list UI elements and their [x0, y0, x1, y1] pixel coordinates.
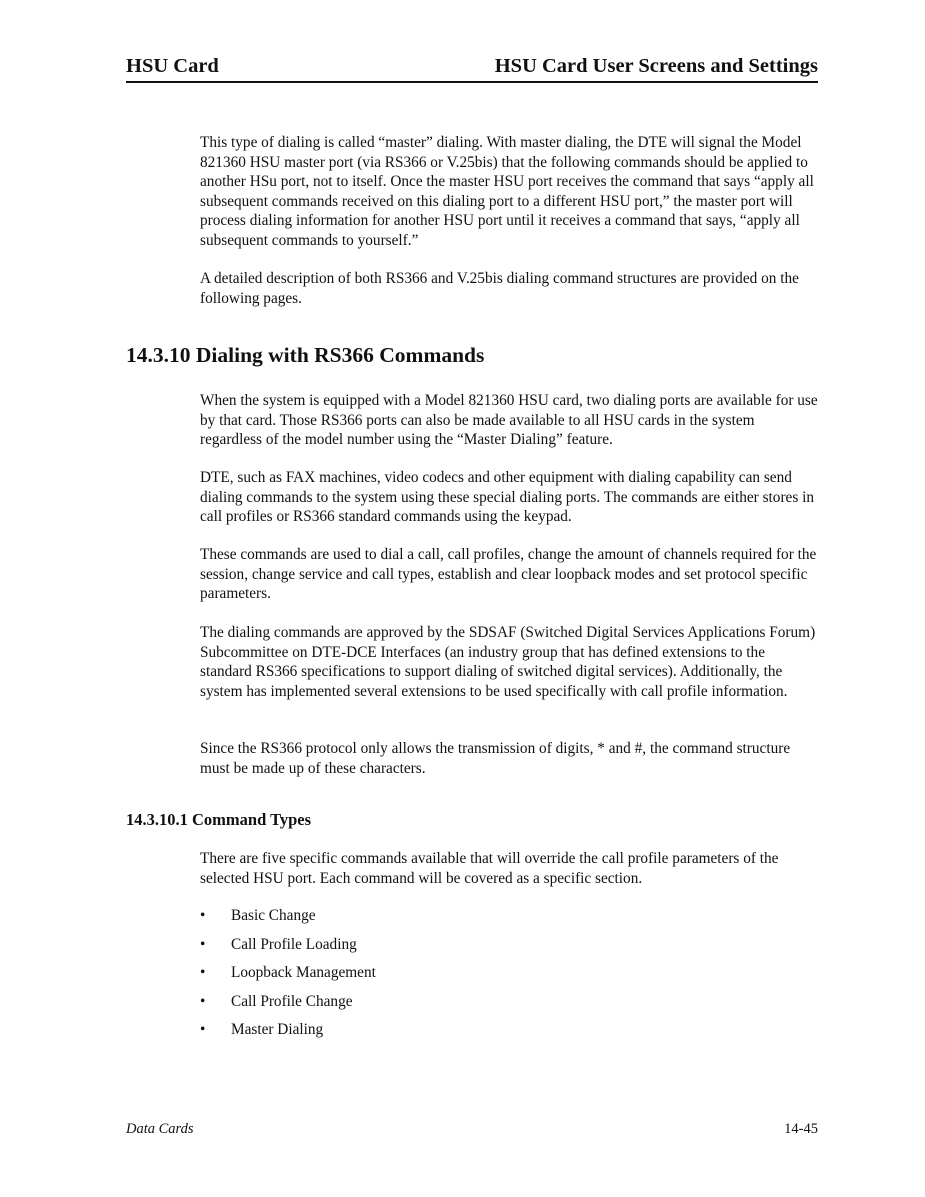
- section-text-1: When the system is equipped with a Model 821360 HSU card, two dialing ports are available for use by that card. Those RS366 ports can also be made available to all HSU cards in the system regardless of the model number using the “Master Dialing” feature.: [200, 392, 818, 449]
- section-paragraph-1: [200, 391, 818, 450]
- footer-page-number: 14-45: [784, 1121, 818, 1137]
- header-left-title: HSU Card: [126, 55, 219, 77]
- section-heading: 14.3.10 Dialing with RS366 Commands: [126, 343, 485, 367]
- bullet-icon: •: [200, 907, 206, 924]
- intro-text-1: This type of dialing is called “master” dialing. With master dialing, the DTE will signal the Model 821360 HSU master port (via RS366 or V.25bis) that the following commands should be applied to another HSu port, not to itself. Once the master HSU port receives the command that says “apply all subsequent commands received on this dialing port to a different HSU port,” the master port will process dialing information for another HSU port until it receives a command that says, “apply all subsequent commands to yourself.”: [200, 134, 814, 249]
- intro-paragraph-1: [200, 133, 818, 251]
- page-header: [126, 55, 818, 83]
- section-paragraph-5: [200, 739, 818, 778]
- section-text-2: DTE, such as FAX machines, video codecs and other equipment with dialing capability can send dialing commands to the system using these special dialing ports. The commands are either stores in call profiles or RS366 standard commands using the keypad.: [200, 469, 815, 526]
- section-text-4: The dialing commands are approved by the SDSAF (Switched Digital Services Applications Forum) Subcommittee on DTE-DCE Interfaces (an industry group that has defined extensions to the standard RS366 specifications to support dialing of switched digital services). Additionally, the system has implemented several extensions to be used specifically with call profile information.: [200, 624, 816, 700]
- section-paragraph-2: [200, 468, 818, 527]
- subsection-paragraph-1: [200, 849, 818, 888]
- section-text-3: These commands are used to dial a call, call profiles, change the amount of channels required for the session, change service and call types, establish and clear loopback modes and set protocol specific parameters.: [200, 546, 817, 603]
- section-paragraph-4: [200, 623, 818, 701]
- list-item-label: Loopback Management: [231, 964, 376, 981]
- list-item: [200, 964, 376, 993]
- section-paragraph-3: [200, 545, 818, 604]
- bullet-icon: •: [200, 964, 206, 981]
- list-item: [200, 993, 376, 1022]
- intro-text-2: A detailed description of both RS366 and V.25bis dialing command structures are provided on the following pages.: [200, 270, 799, 307]
- list-item: [200, 907, 376, 936]
- header-right-title: HSU Card User Screens and Settings: [494, 55, 818, 77]
- bullet-icon: •: [200, 935, 206, 953]
- list-item-label: Call Profile Loading: [231, 935, 357, 953]
- list-item-label: Basic Change: [231, 907, 316, 924]
- section-text-5: Since the RS366 protocol only allows the transmission of digits, * and #, the command structure must be made up of these characters.: [200, 740, 791, 777]
- bullet-icon: •: [200, 992, 206, 1010]
- list-item-label: Call Profile Change: [231, 992, 353, 1010]
- list-item: [200, 936, 376, 965]
- list-item-label: Master Dialing: [231, 1021, 324, 1038]
- intro-paragraph-2: [200, 269, 818, 308]
- bullet-icon: •: [200, 1021, 206, 1038]
- footer-section-name: Data Cards: [126, 1121, 194, 1137]
- subsection-heading: 14.3.10.1 Command Types: [126, 810, 312, 829]
- list-item: [200, 1021, 376, 1050]
- subsection-text-1: There are five specific commands available that will override the call profile parameters of the selected HSU port. Each command will be covered as a specific section.: [200, 850, 779, 887]
- command-type-list: [200, 907, 376, 1050]
